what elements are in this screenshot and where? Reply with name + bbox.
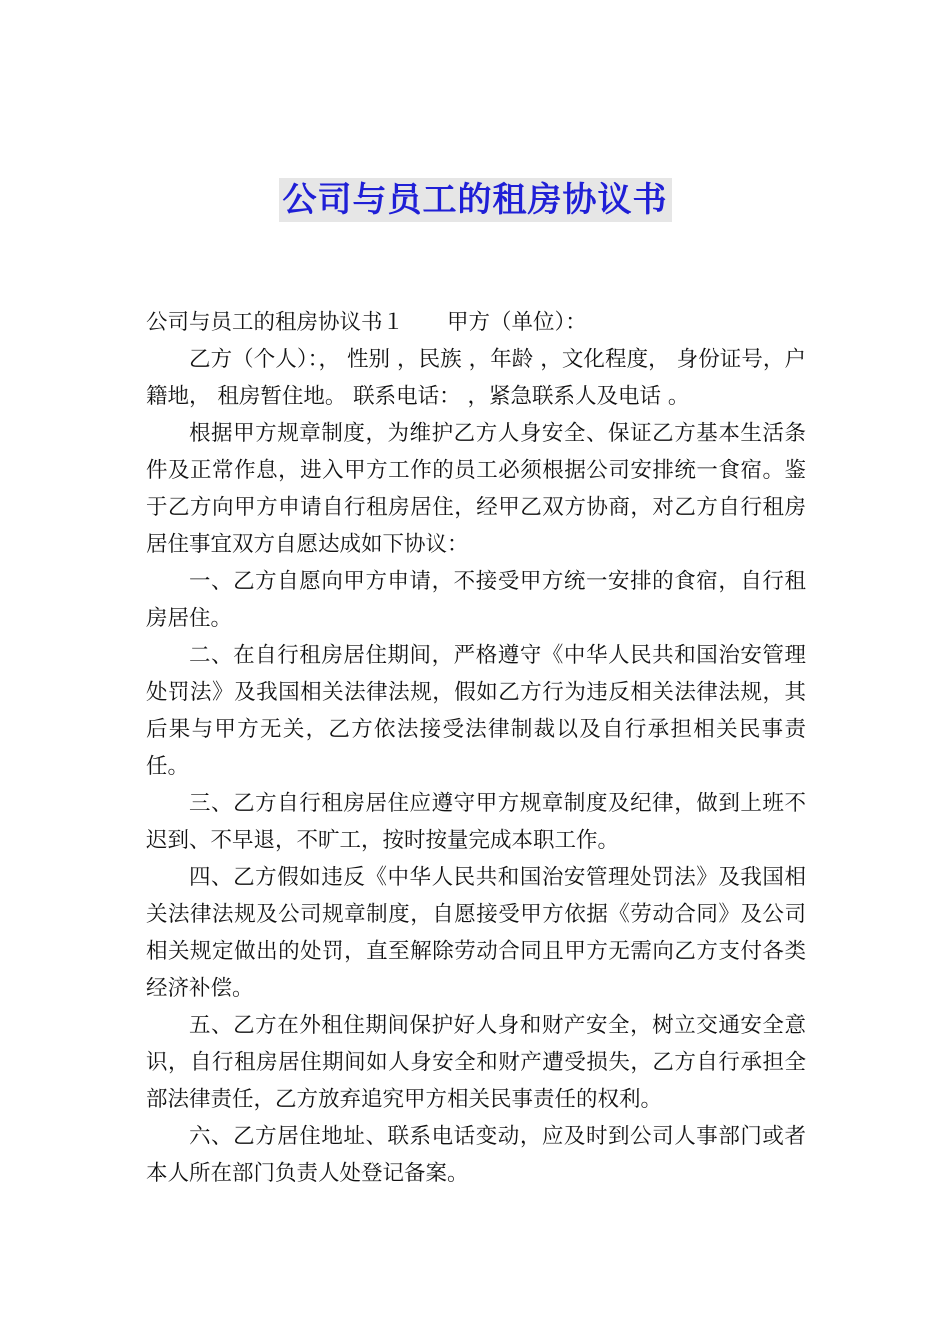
document-title: 公司与员工的租房协议书 [279, 178, 672, 222]
title-wrap [0, 178, 950, 222]
document-body [146, 304, 806, 1192]
paragraph-clause-1: 一、乙方自愿向甲方申请，不接受甲方统一安排的食宿，自行租房居住。 [146, 569, 806, 631]
paragraph-clause-6: 六、乙方居住地址、联系电话变动，应及时到公司人事部门或者本人所在部门负责人处登记备案。 [146, 1124, 806, 1186]
paragraph-clause-3: 三、乙方自行租房居住应遵守甲方规章制度及纪律，做到上班不迟到、不早退，不旷工，按时按量完成本职工作。 [146, 791, 806, 853]
paragraph-clause-2: 二、在自行租房居住期间，严格遵守《中华人民共和国治安管理处罚法》及我国相关法律法规，假如乙方行为违反相关法律法规，其后果与甲方无关，乙方依法接受法律制裁以及自行承担相关民事责任。 [146, 643, 806, 779]
paragraph-clause-4: 四、乙方假如违反《中华人民共和国治安管理处罚法》及我国相关法律法规及公司规章制度，自愿接受甲方依据《劳动合同》及公司相关规定做出的处罚，直至解除劳动合同且甲方无需向乙方支付各类经济补偿。 [146, 865, 806, 1001]
paragraph-party-b: 乙方（个人）：， 性别 ，民族 ，年龄 ，文化程度， 身份证号，户籍地， 租房暂住地。 联系电话： ，紧急联系人及电话 。 [146, 347, 806, 409]
paragraph-clause-5: 五、乙方在外租住期间保护好人身和财产安全，树立交通安全意识，自行租房居住期间如人身安全和财产遭受损失，乙方自行承担全部法律责任，乙方放弃追究甲方相关民事责任的权利。 [146, 1013, 806, 1112]
paragraph-preamble: 根据甲方规章制度，为维护乙方人身安全、保证乙方基本生活条件及正常作息，进入甲方工作的员工必须根据公司安排统一食宿。鉴于乙方向甲方申请自行租房居住，经甲乙双方协商，对乙方自行租房居住事宜双方自愿达成如下协议： [146, 421, 806, 557]
first-line: 公司与员工的租房协议书１ 甲方（单位）： [146, 310, 587, 335]
